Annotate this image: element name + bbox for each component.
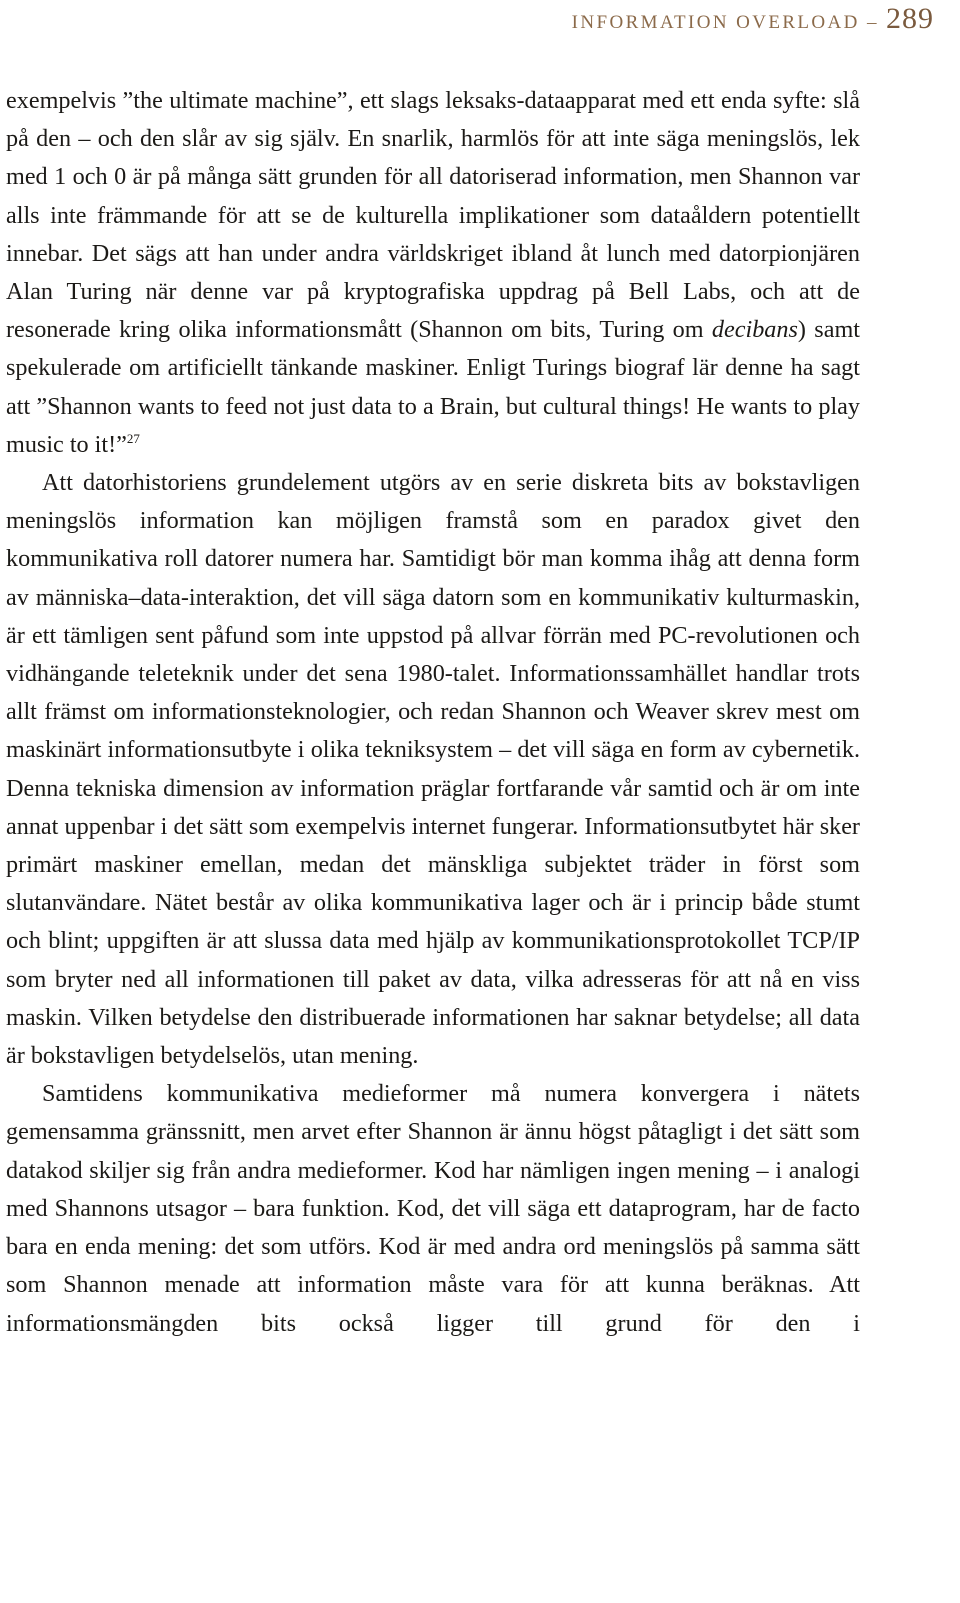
paragraph-text: exempelvis ”the ultimate machine”, ett slags leksaks-dataapparat med ett enda syfte: slå på den – och den slår av sig själv. En snarlik, harmlös för att inte säga meningslös, lek med 1 och 0 är på många sätt grunden för all datoriserad information, men Shannon var alls inte främmande för att se de kulturella implikationer som dataåldern potentiellt innebar. Det sägs att han under andra världskriget ibland åt lunch med datorpionjären Alan Turing när denne var på kryptografiska uppdrag på Bell Labs, och att de resonerade kring olika informationsmått (Shannon om bits, Turing om [6,87,860,344]
running-head [572,2,934,36]
body-text [6,82,860,1343]
running-head-separator: – [859,12,886,33]
page-number: 289 [886,2,934,35]
emphasis-decibans: decibans [711,316,798,344]
footnote-marker: 27 [126,430,140,446]
running-head-title: INFORMATION OVERLOAD [571,12,860,33]
paragraph [6,82,860,464]
paragraph: Samtidens kommunikativa medieformer må numera konvergera i nätets gemensamma gränssnitt, men arvet efter Shannon är ännu högst påtagligt i det sätt som datakod skiljer sig från andra medieformer. Kod har nämligen ingen mening – i analogi med Shannons utsagor – bara funktion. Kod, det vill säga ett dataprogram, har de facto bara en enda mening: det som utförs. Kod är med andra ord meningslös på samma sätt som Shannon menade att information måste vara för att kunna beräknas. Att informationsmängden bits också ligger till grund för den i [6,1080,860,1337]
paragraph: Att datorhistoriens grundelement utgörs av en serie diskreta bits av bokstavligen meningslös information kan möjligen framstå som en paradox givet den kommunikativa roll datorer numera har. Samtidigt bör man komma ihåg att denna form av människa–data-interaktion, det vill säga datorn som en kommunikativ kulturmaskin, är ett tämligen sent påfund som inte uppstod på allvar förrän med PC-revolutionen och vidhängande teleteknik under det sena 1980-talet. Informationssamhället handlar trots allt främst om informationsteknologier, och redan Shannon och Weaver skrev mest om maskinärt informationsutbyte i olika tekniksystem – det vill säga en form av cybernetik. Denna tekniska dimension av information präglar fortfarande vår samtid och är om inte annat uppenbar i det sätt som exempelvis internet fungerar. Informationsutbytet här sker primärt maskiner emellan, medan det mänskliga subjektet träder in först som slutanvändare. Nätet består av olika kommunikativa lager och är i princip både stumt och blint; uppgiften är att slussa data med hjälp av kommunikationsprotokollet TCP/IP som bryter ned all informationen till paket av data, vilka adresseras för att nå en viss maskin. Vilken betydelse den distribuerade informationen har saknar betydelse; all data är bokstavligen betydelselös, utan mening. [6,469,860,1070]
paragraph-text: ) samt spekulerade om artificiellt tänkande maskiner. Enligt Turings biograf lär denne ha sagt att ”Shannon wants to feed not just data to a Brain, but cultural things! He wants to play music to it!” [6,316,860,458]
